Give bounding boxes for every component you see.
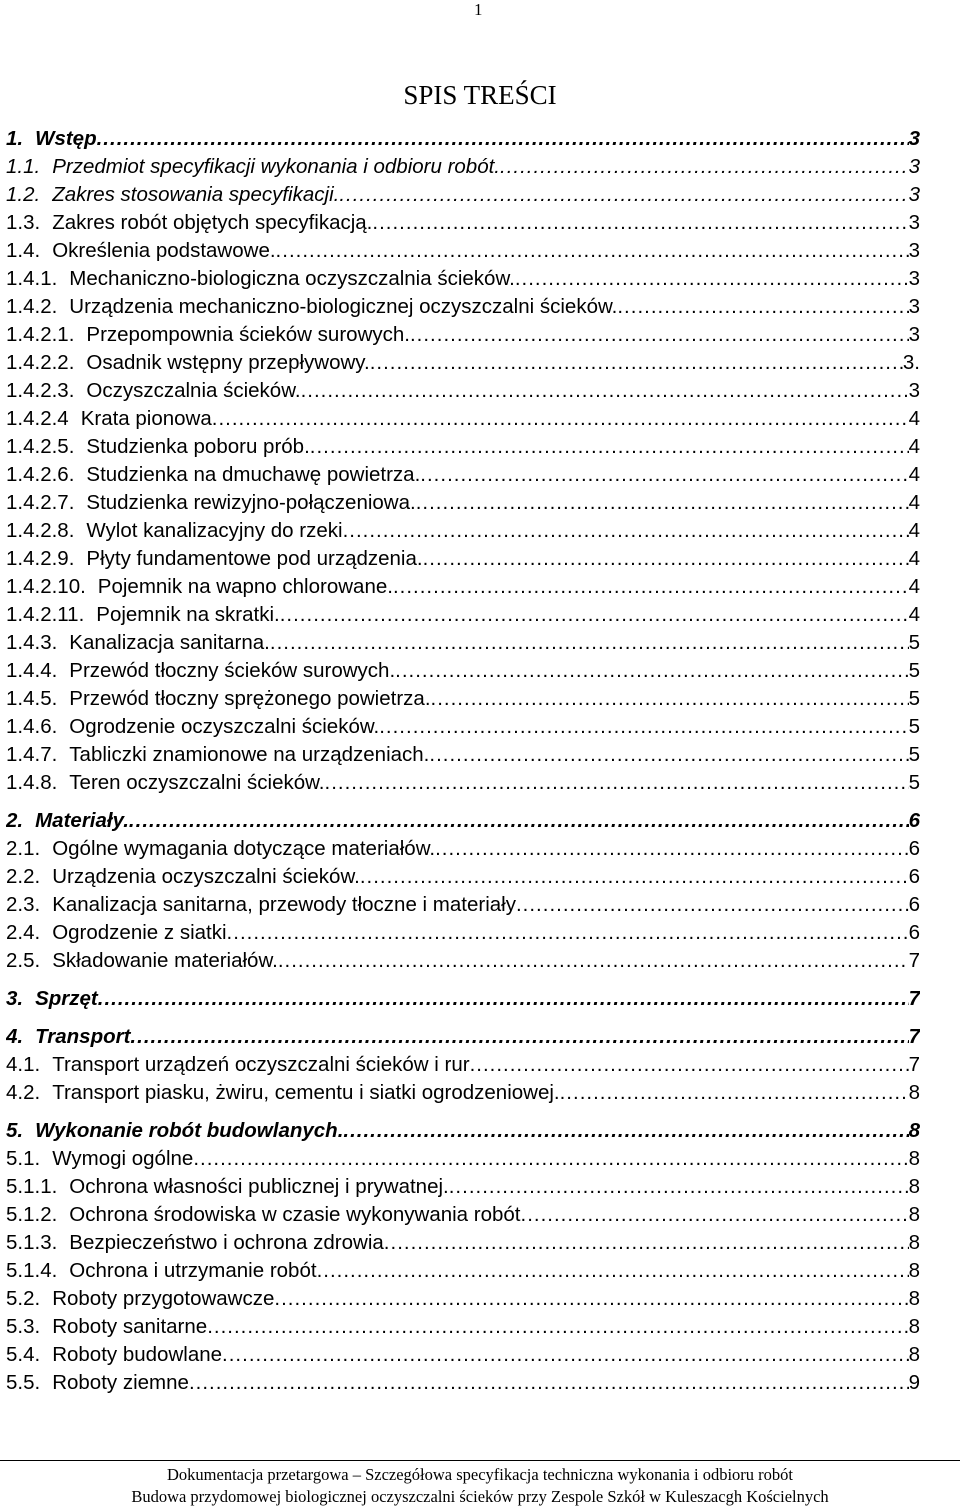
toc-entry-label: Ogrodzenie oczyszczalni ścieków.: [69, 715, 380, 738]
toc-dot-leader: [500, 155, 909, 179]
toc-entry-page: 5: [908, 659, 920, 682]
toc-entry-label: Sprzęt: [35, 987, 98, 1010]
toc-entry-number: 1.2.: [6, 183, 41, 206]
toc-entry-page: 8: [908, 1231, 920, 1254]
toc-entry: [6, 1339, 920, 1367]
toc-entry: [6, 319, 920, 347]
toc-entry-label: Ogólne wymagania dotyczące materiałów.: [52, 837, 436, 860]
toc-entry: [6, 291, 920, 319]
toc-dot-leader: [325, 771, 909, 795]
toc-entry-page: 8: [908, 1315, 920, 1338]
toc-dot-leader: [343, 519, 909, 543]
toc-entry-page: 3: [908, 323, 920, 346]
toc-dot-leader: [278, 949, 909, 973]
toc-dot-leader: [431, 687, 909, 711]
toc-entry-number: 1.4.7.: [6, 743, 58, 766]
toc-entry-page: 6: [908, 893, 920, 916]
toc-entry-label: Zakres robót objętych specyfikacją.: [52, 211, 373, 234]
toc-entry-label: Przewód tłoczny sprężonego powietrza.: [69, 687, 431, 710]
toc-entry-page: 8: [908, 1147, 920, 1170]
toc-entry-page: 7: [908, 1025, 920, 1048]
toc-entry-label: Kanalizacja sanitarna, przewody tłoczne i materiały: [52, 893, 516, 916]
toc-dot-leader: [470, 1053, 909, 1077]
toc-entry-page: 8: [908, 1259, 920, 1282]
toc-entry: [6, 375, 920, 403]
toc-dot-leader: [339, 183, 908, 207]
toc-entry-label: Przewód tłoczny ścieków surowych.: [69, 659, 396, 682]
toc-entry-label: Materiały.: [35, 809, 129, 832]
toc-dot-leader: [393, 575, 909, 599]
toc-entry-number: 1.4.2.10.: [6, 575, 86, 598]
toc-entry-label: Bezpieczeństwo i ochrona zdrowia: [69, 1231, 384, 1254]
toc-entry-page: 4: [908, 603, 920, 626]
toc-entry: [6, 1311, 920, 1339]
toc-entry-page: 5: [908, 771, 920, 794]
toc-entry: [6, 347, 920, 375]
toc-dot-leader: [395, 659, 908, 683]
toc-dot-leader: [370, 351, 903, 375]
toc-entry-page: 4: [908, 435, 920, 458]
toc-entry-number: 1.4.2.11.: [6, 603, 85, 626]
toc-entry-number: 1.4.2.6.: [6, 463, 75, 486]
toc-entry: [6, 1049, 920, 1077]
toc-entry-page: 7: [908, 1053, 920, 1076]
toc-entry-page: 4: [908, 491, 920, 514]
toc-entry: [6, 767, 920, 795]
toc-entry-number: 2.3.: [6, 893, 41, 916]
toc-entry: [6, 861, 920, 889]
toc-entry: [6, 151, 920, 179]
toc-entry-label: Urządzenia oczyszczalni ścieków.: [52, 865, 360, 888]
toc-entry-label: Transport: [35, 1025, 131, 1048]
toc-entry-page: 7: [908, 949, 920, 972]
toc-entry-label: Roboty ziemne: [52, 1371, 189, 1394]
toc-entry-label: Ochrona i utrzymanie robót: [69, 1259, 317, 1282]
toc-dot-leader: [420, 463, 908, 487]
footer-line-2: Budowa przydomowej biologicznej oczyszczalni ścieków przy Zespole Szkół w Kuleszacgh Kościelnych: [131, 1487, 829, 1506]
toc-entry-number: 5.1.2.: [6, 1203, 58, 1226]
toc-dot-leader: [317, 1259, 909, 1283]
toc-entry-page: 4: [908, 519, 920, 542]
toc-entry-label: Przedmiot specyfikacji wykonania i odbioru robót.: [52, 155, 500, 178]
toc-entry-label: Ogrodzenie z siatki: [52, 921, 227, 944]
toc-entry-number: 5.1.4.: [6, 1259, 58, 1282]
toc-entry-label: Roboty przygotowawcze: [52, 1287, 275, 1310]
toc-entry-number: 5.1.1.: [6, 1175, 58, 1198]
toc-entry-number: 2.4.: [6, 921, 41, 944]
toc-entry: [6, 1171, 920, 1199]
toc-entry-page: 3: [908, 127, 920, 150]
toc-entry-label: Tabliczki znamionowe na urządzeniach.: [69, 743, 430, 766]
toc-entry: [6, 655, 920, 683]
toc-entry-number: 5.5.: [6, 1371, 41, 1394]
toc-dot-leader: [276, 239, 909, 263]
toc-entry-number: 5.1.: [6, 1147, 41, 1170]
toc-entry-label: Roboty budowlane: [52, 1343, 223, 1366]
toc-dot-leader: [372, 211, 908, 235]
toc-entry-number: 1.4.2.2.: [6, 351, 75, 374]
toc-entry-number: 1.4.2.: [6, 295, 58, 318]
toc-entry-label: Krata pionowa: [80, 407, 212, 430]
toc-dot-leader: [193, 1147, 908, 1171]
footer-rule: [0, 1460, 960, 1461]
toc-entry-number: 5.1.3.: [6, 1231, 58, 1254]
toc-entry-number: 1.4.2.7.: [6, 491, 75, 514]
toc-entry-label: Zakres stosowania specyfikacji.: [52, 183, 340, 206]
toc-entry: [6, 917, 920, 945]
toc-entry-page: 8: [908, 1343, 920, 1366]
toc-entry: [6, 571, 920, 599]
toc-entry-label: Studzienka poboru prób.: [86, 435, 310, 458]
toc-dot-leader: [97, 127, 909, 151]
toc-entry-page: 5: [908, 687, 920, 710]
toc-entry: [6, 1227, 920, 1255]
toc-entry-number: 4.: [6, 1025, 24, 1048]
toc-entry-number: 1.4.1.: [6, 267, 58, 290]
toc-entry-page: 6: [908, 809, 920, 832]
toc-entry: [6, 207, 920, 235]
toc-entry-number: 2.5.: [6, 949, 41, 972]
toc-entry-label: Studzienka na dmuchawę powietrza.: [86, 463, 421, 486]
toc-entry-label: Wstęp: [35, 127, 97, 150]
toc-entry-label: Oczyszczalnia ścieków.: [86, 379, 301, 402]
toc-entry: [6, 1021, 920, 1049]
page-number: 1: [474, 0, 483, 19]
toc-entry-number: 1.4.8.: [6, 771, 58, 794]
toc-entry-page: 3: [908, 239, 920, 262]
toc-entry-number: 3.: [6, 987, 24, 1010]
toc-dot-leader: [360, 865, 909, 889]
toc-entry-page: 8: [908, 1175, 920, 1198]
toc-entry-label: Pojemnik na wapno chlorowane.: [97, 575, 393, 598]
toc-entry: [6, 1367, 920, 1395]
toc-entry-number: 5.4.: [6, 1343, 41, 1366]
toc-entry: [6, 599, 920, 627]
toc-entry: [6, 1283, 920, 1311]
toc-entry: [6, 1115, 920, 1143]
toc-entry-page: 8: [908, 1119, 920, 1142]
toc-dot-leader: [617, 295, 908, 319]
toc-entry-number: 1.3.: [6, 211, 41, 234]
toc-entry-number: 1.4.2.1.: [6, 323, 75, 346]
toc-dot-leader: [515, 267, 909, 291]
toc-entry: [6, 543, 920, 571]
toc-entry: [6, 711, 920, 739]
toc-entry-page: 6: [908, 837, 920, 860]
toc-entry: [6, 235, 920, 263]
toc-entry-page: 6: [908, 865, 920, 888]
toc-entry: [6, 889, 920, 917]
toc-entry: [6, 983, 920, 1011]
toc-entry-number: 5.3.: [6, 1315, 41, 1338]
toc-dot-leader: [222, 1343, 909, 1367]
toc-entry-label: Wykonanie robót budowlanych.: [35, 1119, 344, 1142]
toc-dot-leader: [343, 1119, 908, 1143]
toc-entry-label: Osadnik wstępny przepływowy.: [86, 351, 370, 374]
toc-entry-label: Teren oczyszczalni ścieków.: [69, 771, 325, 794]
toc-entry-page: 9: [908, 1371, 920, 1394]
toc-dot-leader: [98, 987, 909, 1011]
toc-entry-page: 4: [908, 575, 920, 598]
toc-dot-leader: [227, 921, 909, 945]
toc-entry-number: 4.1.: [6, 1053, 41, 1076]
toc-entry-number: 1.4.5.: [6, 687, 58, 710]
toc-entry-page: 3: [908, 379, 920, 402]
toc-entry-label: Wylot kanalizacyjny do rzeki: [86, 519, 343, 542]
toc-entry-page: 8: [908, 1287, 920, 1310]
toc-entry-number: 5.: [6, 1119, 24, 1142]
toc-entry-number: 2.2.: [6, 865, 41, 888]
toc-dot-leader: [384, 1231, 909, 1255]
toc-entry-page: 3: [908, 267, 920, 290]
toc-entry: [6, 805, 920, 833]
toc-entry: [6, 403, 920, 431]
toc-dot-leader: [129, 809, 909, 833]
toc-entry: [6, 1255, 920, 1283]
toc-dot-leader: [130, 1025, 908, 1049]
toc-dot-leader: [310, 435, 909, 459]
toc-entry-number: 2.: [6, 809, 24, 832]
table-of-contents: [6, 123, 920, 1395]
toc-entry-label: Ochrona własności publicznej i prywatnej.: [69, 1175, 449, 1198]
toc-entry: [6, 431, 920, 459]
toc-entry-number: 1.4.3.: [6, 631, 58, 654]
toc-dot-leader: [429, 743, 908, 767]
toc-entry-number: 1.4.6.: [6, 715, 58, 738]
toc-entry-label: Wymogi ogólne: [52, 1147, 194, 1170]
document-title: SPIS TREŚCI: [403, 80, 557, 110]
toc-dot-leader: [301, 379, 909, 403]
toc-entry-label: Pojemnik na skratki.: [96, 603, 280, 626]
toc-dot-leader: [521, 1203, 909, 1227]
toc-entry-page: 5: [908, 631, 920, 654]
toc-entry-label: Kanalizacja sanitarna.: [69, 631, 270, 654]
toc-entry-label: Urządzenia mechaniczno-biologicznej oczyszczalni ścieków.: [69, 295, 618, 318]
toc-dot-leader: [212, 407, 909, 431]
toc-entry: [6, 263, 920, 291]
toc-entry-label: Ochrona środowiska w czasie wykonywania robót: [69, 1203, 521, 1226]
toc-entry-label: Składowanie materiałów.: [52, 949, 278, 972]
toc-entry-number: 2.1.: [6, 837, 41, 860]
toc-entry-label: Roboty sanitarne: [52, 1315, 208, 1338]
toc-entry: [6, 739, 920, 767]
toc-entry-page: 3.: [902, 351, 920, 374]
toc-dot-leader: [410, 323, 909, 347]
toc-dot-leader: [280, 603, 909, 627]
toc-entry: [6, 833, 920, 861]
toc-entry-label: Przepompownia ścieków surowych.: [86, 323, 410, 346]
page-footer: [0, 1464, 960, 1508]
toc-entry-number: 5.2.: [6, 1287, 41, 1310]
toc-entry-label: Mechaniczno-biologiczna oczyszczalnia ścieków.: [69, 267, 515, 290]
toc-dot-leader: [449, 1175, 909, 1199]
toc-entry-label: Transport piasku, żwiru, cementu i siatki ogrodzeniowej.: [52, 1081, 560, 1104]
toc-entry-page: 5: [908, 743, 920, 766]
toc-entry-number: 1.4.2.4: [6, 407, 69, 430]
toc-entry: [6, 1077, 920, 1105]
toc-entry-label: Określenia podstawowe.: [52, 239, 276, 262]
toc-entry: [6, 627, 920, 655]
toc-dot-leader: [274, 1287, 908, 1311]
toc-entry-number: 1.1.: [6, 155, 41, 178]
toc-entry-number: 1.4.2.5.: [6, 435, 75, 458]
toc-dot-leader: [516, 893, 909, 917]
toc-entry-page: 7: [908, 987, 920, 1010]
toc-entry-page: 4: [908, 463, 920, 486]
toc-entry: [6, 683, 920, 711]
toc-dot-leader: [423, 547, 909, 571]
toc-entry-label: Transport urządzeń oczyszczalni ścieków i rur: [52, 1053, 470, 1076]
toc-entry-page: 8: [908, 1203, 920, 1226]
toc-entry-number: 4.2.: [6, 1081, 41, 1104]
toc-entry-number: 1.4.4.: [6, 659, 58, 682]
toc-entry-page: 6: [908, 921, 920, 944]
toc-entry-label: Płyty fundamentowe pod urządzenia.: [86, 547, 423, 570]
toc-entry-page: 3: [908, 295, 920, 318]
toc-entry: [6, 459, 920, 487]
toc-entry-number: 1.4.2.9.: [6, 547, 75, 570]
toc-entry-number: 1.4.2.3.: [6, 379, 75, 402]
toc-dot-leader: [435, 837, 909, 861]
toc-entry: [6, 123, 920, 151]
toc-entry-page: 8: [908, 1081, 920, 1104]
toc-entry-number: 1.4.2.8.: [6, 519, 75, 542]
toc-dot-leader: [379, 715, 908, 739]
toc-entry: [6, 1143, 920, 1171]
toc-entry-number: 1.4.: [6, 239, 41, 262]
toc-entry-page: 5: [908, 715, 920, 738]
toc-entry-page: 3: [908, 211, 920, 234]
toc-entry-number: 1.: [6, 127, 24, 150]
toc-dot-leader: [207, 1315, 908, 1339]
toc-entry-page: 4: [908, 407, 920, 430]
toc-dot-leader: [560, 1081, 909, 1105]
toc-entry: [6, 179, 920, 207]
toc-entry-label: Studzienka rewizyjno-połączeniowa.: [86, 491, 416, 514]
toc-entry: [6, 515, 920, 543]
toc-dot-leader: [270, 631, 909, 655]
toc-entry: [6, 487, 920, 515]
toc-entry: [6, 1199, 920, 1227]
toc-entry-page: 3: [908, 183, 920, 206]
toc-entry-page: 4: [908, 547, 920, 570]
toc-dot-leader: [189, 1371, 909, 1395]
toc-entry: [6, 945, 920, 973]
footer-line-1: Dokumentacja przetargowa – Szczegółowa specyfikacja techniczna wykonania i odbioru robót: [167, 1465, 793, 1484]
toc-dot-leader: [416, 491, 909, 515]
toc-entry-page: 3: [908, 155, 920, 178]
